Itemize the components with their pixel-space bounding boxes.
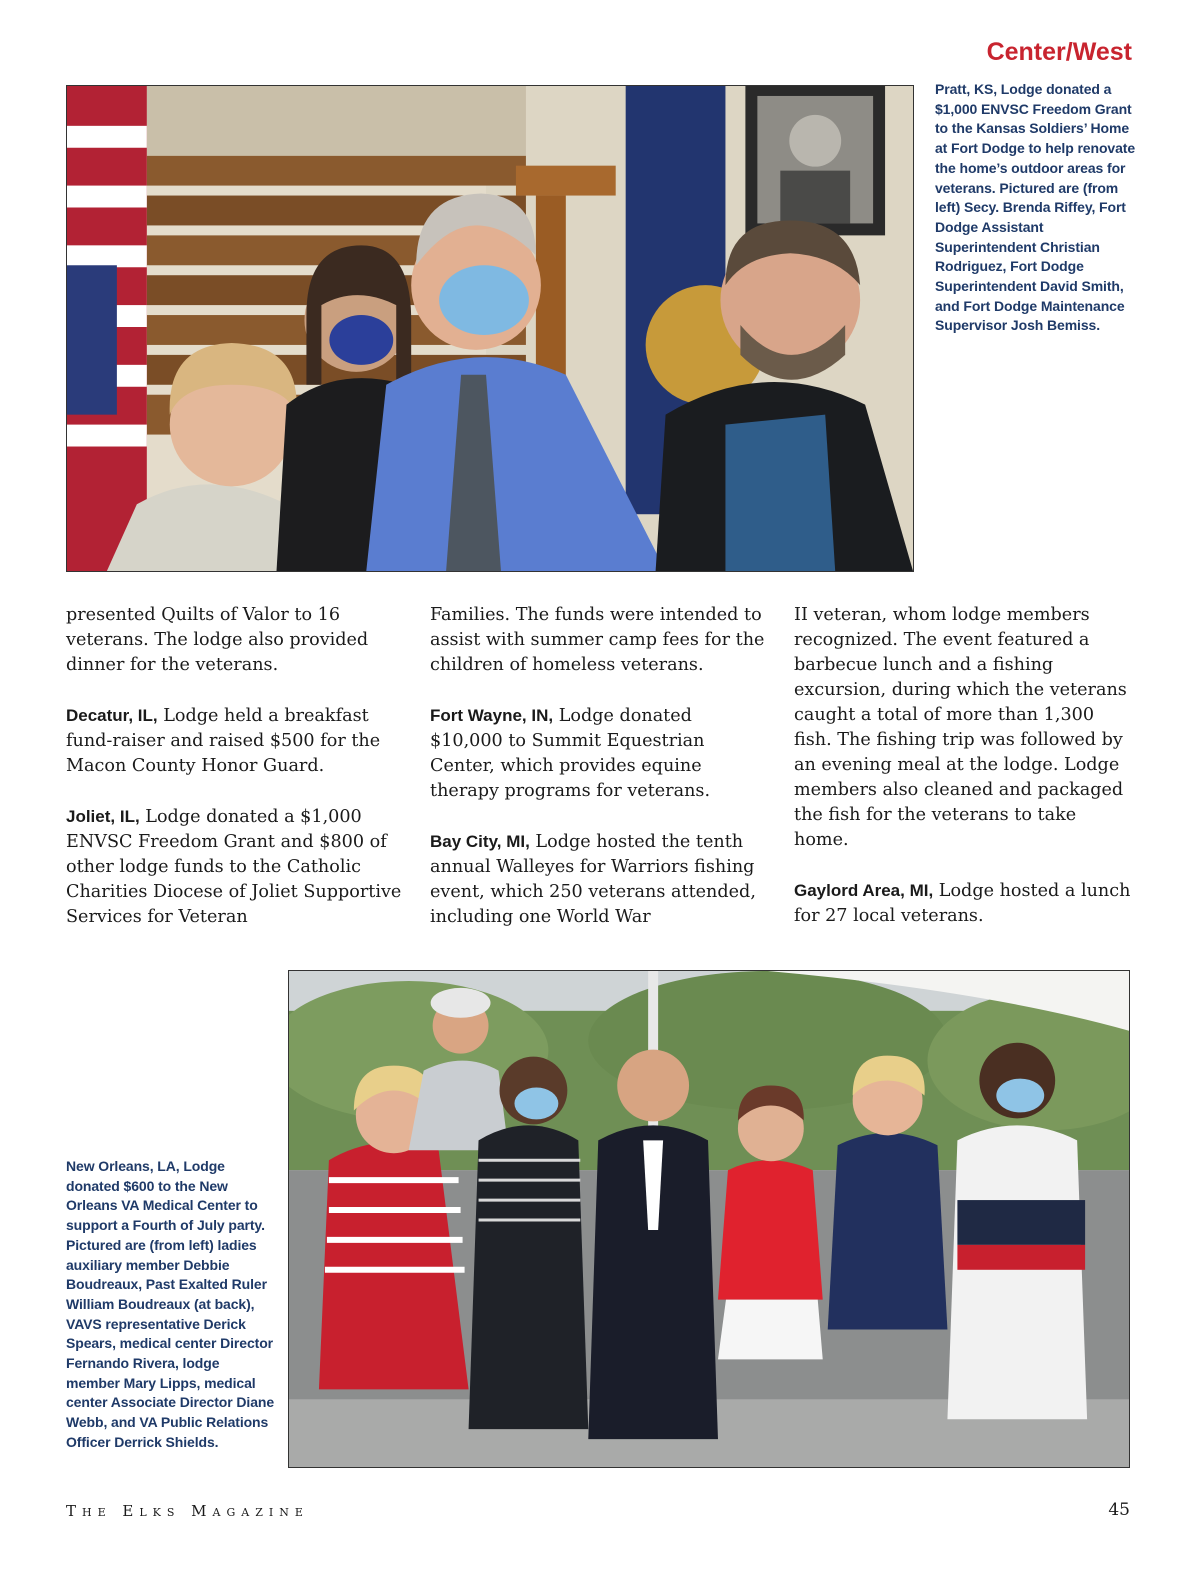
caption-body: Lodge donated a $1,000 ENVSC Freedom Grant to the Kansas Soldiers’ Home at Fort Dodge to help renovate the home’s outdoor areas for veterans. Pictured are (from left) Secy. Brenda Riffey, Fort Dodge Assistant Superintendent Christian Rodriguez, Fort Dodge Superintendent David Smith, and Fort Dodge Maintenance Supervisor Josh Bemiss. [935,81,1136,334]
article-paragraph [430,829,770,930]
magazine-title: The Elks Magazine [66,1502,309,1520]
article-paragraph [66,804,406,930]
pratt-photo-caption [935,80,1135,336]
page-number: 45 [1108,1500,1130,1520]
paragraph-text: Families. The funds were intended to assist with summer camp fees for the children of homeless veterans. [430,605,765,675]
caption-body: Lodge donated $600 to the New Orleans VA Medical Center to support a Fourth of July party. Pictured are (from left) ladies auxiliary member Debbie Boudreaux, Past Exalted Ruler William Boudreaux (at back), VAVS representative Derick Spears, medical center Director Fernando Rivera, lodge member Mary Lipps, medical center Associate Director Diane Webb, and VA Public Relations Officer Derrick Shields. [66,1158,275,1450]
lodge-location: Fort Wayne, IN, [430,706,554,725]
article-paragraph [430,603,770,678]
lodge-location: Gaylord Area, MI, [794,881,934,900]
new-orleans-photo-caption [66,1157,276,1453]
article-column-2 [430,603,770,955]
caption-location: Pratt, KS, [935,81,998,97]
article-paragraph [66,603,406,678]
article-paragraph [794,603,1134,853]
article-paragraph [794,878,1134,929]
pratt-lodge-photo [66,85,914,572]
article-paragraph [430,703,770,804]
paragraph-text: Lodge hosted the tenth annual Walleyes for Warriors fishing event, which 250 veterans attended, including one World War [430,832,756,927]
lodge-location: Decatur, IL, [66,706,158,725]
paragraph-text: Lodge donated a $1,000 ENVSC Freedom Grant and $800 of other lodge funds to the Catholic Charities Diocese of Joliet Supportive Services for Veteran [66,807,402,927]
new-orleans-lodge-photo [288,970,1130,1468]
paragraph-text: Lodge hosted a lunch for 27 local veterans. [794,881,1131,926]
paragraph-text: Lodge held a breakfast fund-raiser and raised $500 for the Macon County Honor Guard. [66,706,381,776]
article-column-1 [66,603,406,955]
pratt-photo-illustration [67,86,913,571]
paragraph-text: Lodge donated $10,000 to Summit Equestrian Center, which provides equine therapy programs for veterans. [430,706,711,801]
article-column-3 [794,603,1134,954]
new-orleans-photo-illustration [289,971,1129,1467]
paragraph-text: II veteran, whom lodge members recognized. The event featured a barbecue lunch and a fishing excursion, during which the veterans caught a total of more than 1,300 fish. The fishing trip was followed by an evening meal at the lodge. Lodge members also cleaned and packaged the fish for the veterans to take home. [794,605,1127,850]
caption-location: New Orleans, LA, [66,1158,180,1174]
section-label: Center/West [986,38,1132,66]
article-paragraph [66,703,406,779]
lodge-location: Joliet, IL, [66,807,140,826]
paragraph-text: presented Quilts of Valor to 16 veterans. The lodge also provided dinner for the veterans. [66,605,369,675]
lodge-location: Bay City, MI, [430,832,530,851]
